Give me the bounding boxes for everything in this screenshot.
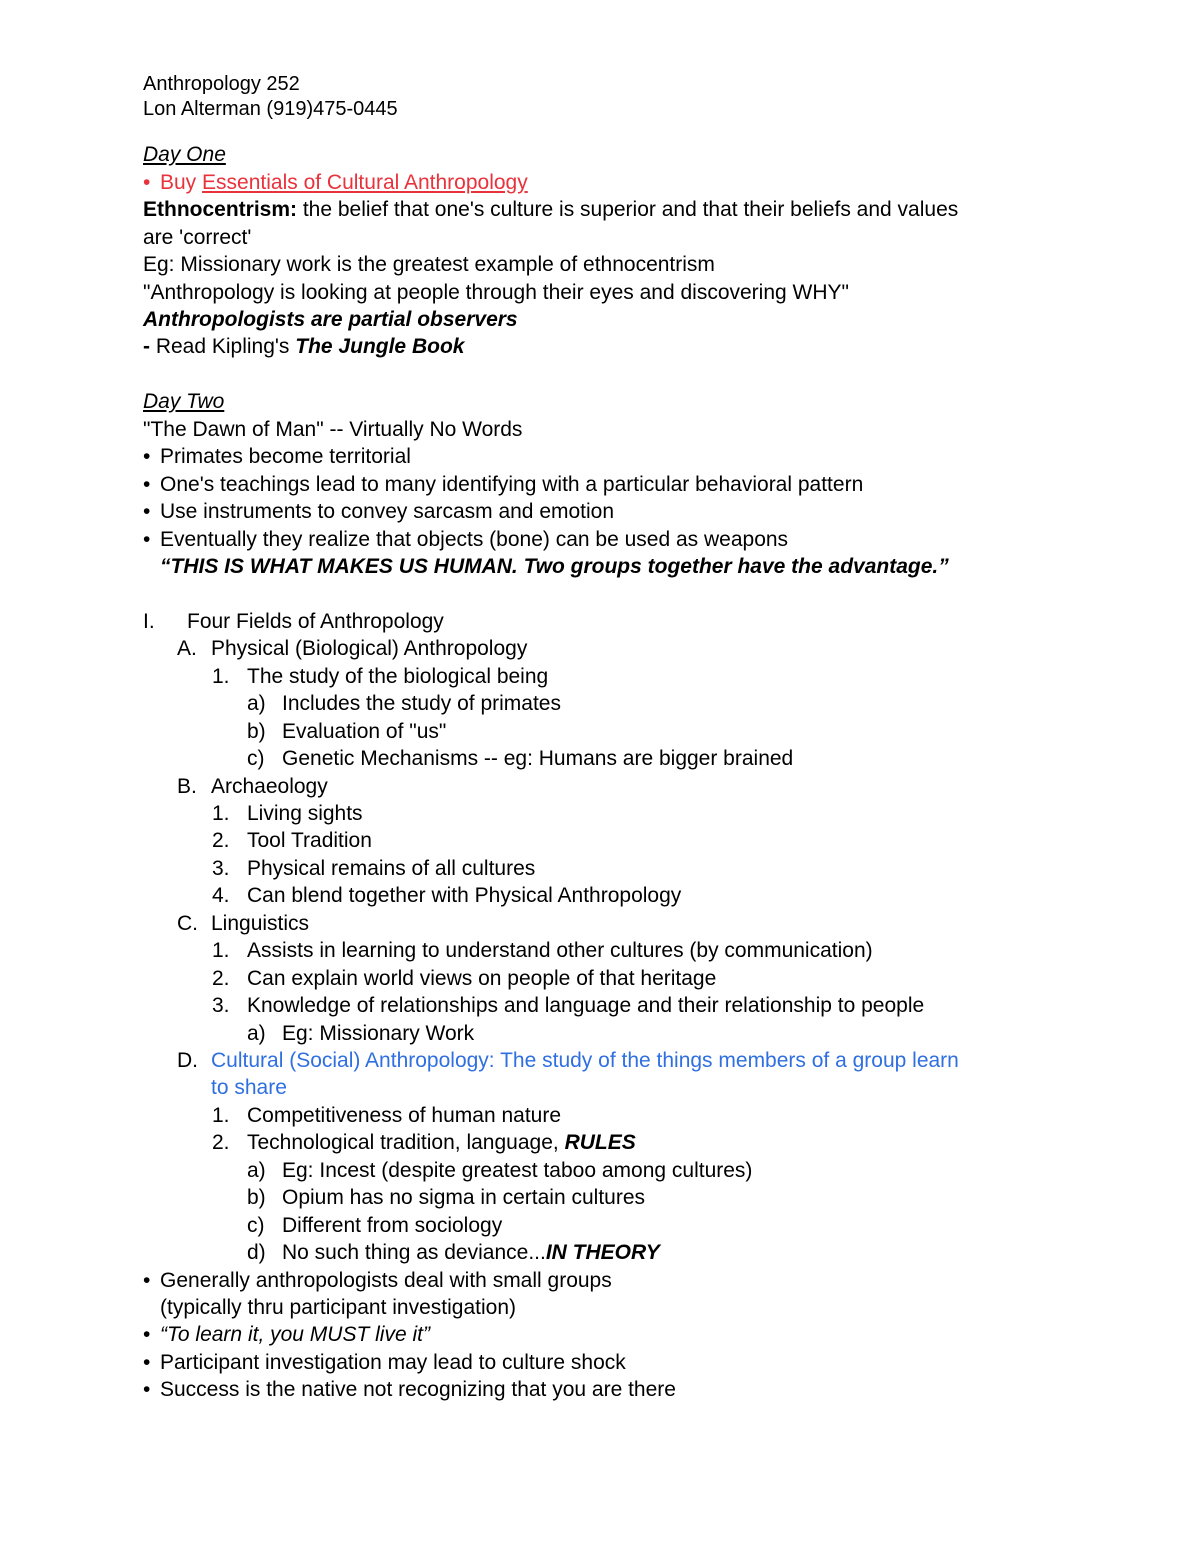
outline-subitem: c) Different from sociology	[247, 1214, 503, 1237]
bullet-icon: •	[143, 473, 151, 496]
outline-item: 3. Knowledge of relationships and language and their relationship to people	[212, 994, 925, 1017]
course-title: Anthropology 252	[143, 73, 300, 95]
outline-item: 2. Technological tradition, language, RULES	[212, 1131, 636, 1154]
bullet-icon: •	[143, 1351, 151, 1374]
buy-book-line	[143, 170, 528, 196]
human-quote: “THIS IS WHAT MAKES US HUMAN. Two groups together have the advantage.”	[160, 555, 949, 578]
list-item: • Eventually they realize that objects (bone) can be used as weapons	[143, 528, 789, 551]
outline-section-c: C. Linguistics	[177, 912, 310, 935]
outline-title: Four Fields of Anthropology	[187, 610, 444, 633]
bullet-icon: •	[143, 445, 151, 468]
bullet-icon: •	[143, 171, 151, 194]
outline-heading	[143, 609, 444, 635]
list-item: • “To learn it, you MUST live it”	[143, 1323, 430, 1346]
reading-assignment	[143, 334, 464, 360]
in-theory-emphasis: IN THEORY	[545, 1241, 660, 1264]
outline-subitem: a) Includes the study of primates	[247, 692, 561, 715]
outline-item: 2. Can explain world views on people of that heritage	[212, 967, 717, 990]
ethnocentrism-text: the belief that one's culture is superior and that their beliefs and values	[297, 198, 959, 221]
roman-numeral: I.	[143, 610, 155, 633]
outline-item: 2. Tool Tradition	[212, 829, 372, 852]
list-item-continuation: (typically thru participant investigation)	[160, 1296, 516, 1319]
bullet-icon: •	[143, 500, 151, 523]
outline-section-d-continuation: to share	[211, 1076, 287, 1099]
missionary-example: Eg: Missionary work is the greatest example of ethnocentrism	[143, 253, 715, 276]
film-title: "The Dawn of Man" -- Virtually No Words	[143, 418, 523, 441]
outline-subitem: b) Evaluation of "us"	[247, 720, 447, 743]
outline-section-d: D. Cultural (Social) Anthropology: The study of the things members of a group learn	[177, 1049, 959, 1072]
list-item: • Generally anthropologists deal with small groups	[143, 1269, 612, 1292]
instructor-line: Lon Alterman (919)475-0445	[143, 98, 398, 120]
outline-item: 4. Can blend together with Physical Anthropology	[212, 884, 682, 907]
list-item: • One's teachings lead to many identifying with a particular behavioral pattern	[143, 473, 864, 496]
outline-subitem: b) Opium has no sigma in certain cultures	[247, 1186, 645, 1209]
bullet-icon: •	[143, 528, 151, 551]
outline-item: 1. Assists in learning to understand other cultures (by communication)	[212, 939, 873, 962]
ethnocentrism-continuation: are 'correct'	[143, 226, 252, 249]
buy-prefix: Buy	[160, 171, 203, 194]
outline-item: 1. The study of the biological being	[212, 665, 549, 688]
day-one-heading: Day One	[143, 143, 226, 166]
ethnocentrism-definition	[143, 197, 958, 223]
bullet-icon: •	[143, 1269, 151, 1292]
reading-text: Read Kipling's	[150, 335, 296, 358]
outline-item: 3. Physical remains of all cultures	[212, 857, 536, 880]
outline-subitem: c) Genetic Mechanisms -- eg: Humans are bigger brained	[247, 747, 794, 770]
book-link[interactable]: Essentials of Cultural Anthropology	[202, 171, 528, 194]
outline-subitem: a) Eg: Missionary Work	[247, 1022, 475, 1045]
ethnocentrism-term: Ethnocentrism:	[143, 198, 298, 221]
list-item: • Use instruments to convey sarcasm and emotion	[143, 500, 615, 523]
list-item: • Primates become territorial	[143, 445, 411, 468]
bullet-icon: •	[143, 1378, 151, 1401]
list-item: • Participant investigation may lead to culture shock	[143, 1351, 626, 1374]
outline-item: 1. Living sights	[212, 802, 363, 825]
outline-subitem: a) Eg: Incest (despite greatest taboo among cultures)	[247, 1159, 753, 1182]
day-two-heading: Day Two	[143, 390, 225, 413]
partial-observers: Anthropologists are partial observers	[143, 308, 518, 331]
outline-item: 1. Competitiveness of human nature	[212, 1104, 562, 1127]
dash-marker: -	[143, 335, 150, 358]
rules-emphasis: RULES	[564, 1131, 636, 1154]
bullet-icon: •	[143, 1323, 151, 1346]
list-item: • Success is the native not recognizing that you are there	[143, 1378, 676, 1401]
outline-section-a: A. Physical (Biological) Anthropology	[177, 637, 528, 660]
book-title: The Jungle Book	[295, 335, 465, 358]
outline-section-b: B. Archaeology	[177, 775, 328, 798]
anthropology-quote: "Anthropology is looking at people through their eyes and discovering WHY"	[143, 281, 849, 304]
outline-subitem: d) No such thing as deviance...IN THEORY	[247, 1241, 660, 1264]
